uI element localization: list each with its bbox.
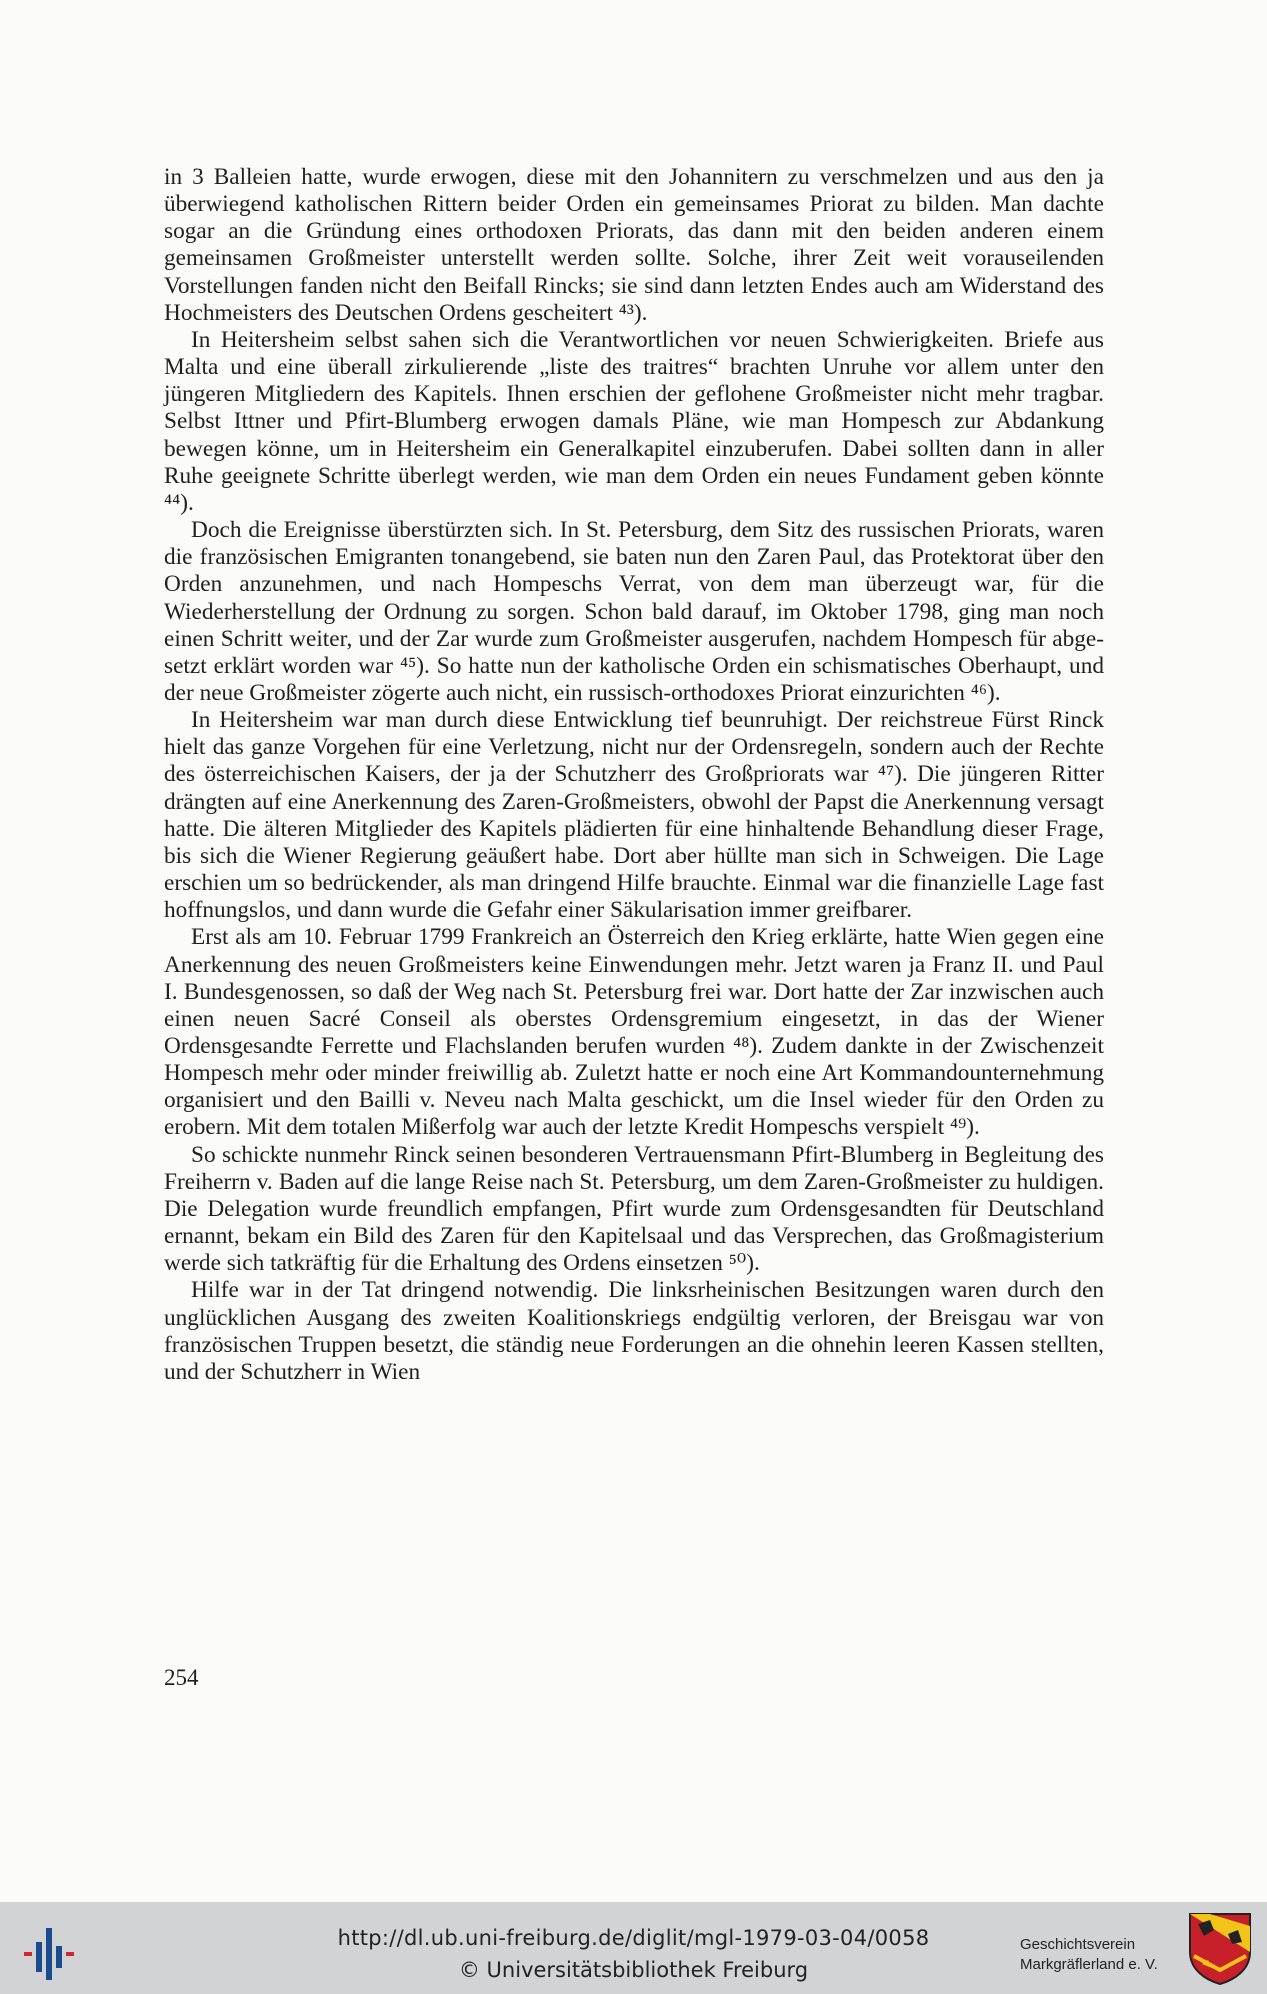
copyright-notice: © Universitätsbibliothek Freiburg bbox=[458, 1958, 809, 1982]
paragraph: Erst als am 10. Februar 1799 Frankreich an Österreich den Krieg erklärte, hatte Wien gegen eine Anerkennung des neuen Großmeisters keine Einwendungen mehr. Jetzt waren ja Franz II. und Paul I. Bundesgenossen, so daß der Weg nach St. Petersburg frei war. Dort hatte der Zar inzwischen auch einen neuen Sacré Conseil als oberstes Ordensgremium eingesetzt, in das der Wiener Ordensgesandte Ferrette und Flachslanden berufen wurden ⁴⁸). Zudem dankte in der Zwischenzeit Hompesch mehr oder minder freiwillig ab. Zuletzt hatte er noch eine Art Kommandounternehmung organisiert und den Bailli v. Neveu nach Malta geschickt, um die Insel wieder für den Orden zu erobern. Mit dem totalen Mißerfolg war auch der letzte Kredit Hompeschs verspielt ⁴⁹). bbox=[164, 924, 1104, 1141]
footer-bar bbox=[0, 1902, 1267, 1994]
markgraeflerland-crest-icon[interactable] bbox=[1188, 1912, 1252, 1986]
paragraph: In Heitersheim selbst sahen sich die Verantwortlichen vor neuen Schwierigkeiten. Briefe aus Malta und eine überall zirkulierende „liste des traitres“ brachten Unruhe vor allem unter den jüngeren Mitgliedern des Kapitels. Ihnen erschien der geflohene Großmeister nicht mehr tragbar. Selbst Ittner und Pfirt-Blumberg erwogen damals Pläne, wie man Hompesch zur Abdankung bewegen könne, um in Heitersheim ein Generalkapitel einzuberufen. Dabei sollten dann in aller Ruhe geeignete Schritte überlegt werden, wie man dem Orden ein neues Fundament geben könnte ⁴⁴). bbox=[164, 326, 1104, 516]
society-name-line: Markgräflerland e. V. bbox=[1020, 1956, 1158, 1973]
paragraph: in 3 Balleien hatte, wurde erwogen, diese mit den Johannitern zu verschmelzen und aus den ja überwiegend katholischen Rittern beider Orden ein gemeinsames Priorat zu bilden. Man dachte sogar an die Gründung eines orthodoxen Priorats, das dann mit den beiden anderen einem gemeinsamen Großmeister unterstellt werden sollte. Solche, ihrer Zeit weit vorauseilenden Vorstellungen fanden nicht den Beifall Rincks; sie sind dann letzten Endes auch am Widerstand des Hochmeisters des Deutschen Ordens gescheitert ⁴³). bbox=[164, 164, 1104, 326]
document-body bbox=[164, 164, 1104, 1386]
society-name-line: Geschichtsverein bbox=[1020, 1936, 1136, 1953]
society-name bbox=[1020, 1935, 1180, 1975]
document-url-link[interactable]: http://dl.ub.uni-freiburg.de/diglit/mgl-1979-03-04/0058 bbox=[337, 1926, 930, 1950]
paragraph: Hilfe war in der Tat dringend notwendig. Die linksrheinischen Besitzungen waren durch den unglücklichen Ausgang des zweiten Koalitionskriegs endgültig verloren, der Breisgau war von französischen Truppen besetzt, die ständig neue Forderungen an die ohnehin leeren Kassen stellten, und der Schutzherr in Wien bbox=[164, 1277, 1104, 1385]
paragraph: So schickte nunmehr Rinck seinen besonderen Vertrauensmann Pfirt-Blumberg in Begleitung des Freiherrn v. Baden auf die lange Reise nach St. Petersburg, um dem Zaren-Großmeister zu huldigen. Die Delegation wurde freundlich empfangen, Pfirt wurde zum Ordensgesandten für Deutschland ernannt, bekam ein Bild des Zaren für den Kapitelsaal und das Versprechen, das Großmagisterium werde sich tatkräftig für die Erhaltung des Ordens einsetzen ⁵⁰). bbox=[164, 1141, 1104, 1277]
page-number: 254 bbox=[164, 1665, 199, 1690]
paragraph: In Heitersheim war man durch diese Entwicklung tief beunruhigt. Der reichstreue Fürst Rinck hielt das ganze Vorgehen für eine Verletzung, nicht nur der Ordensregeln, sondern auch der Rechte des österreichischen Kaisers, der ja der Schutzherr des Großpriorats war ⁴⁷). Die jüngeren Ritter drängten auf eine Anerkennung des Zaren-Großmeisters, obwohl der Papst die Anerkennung versagt hatte. Die älteren Mitglieder des Kapitels plädierten für eine hinhaltende Behandlung dieser Frage, bis sich die Wiener Regierung geäußert habe. Dort aber hüllte man sich in Schweigen. Die Lage erschien um so bedrückender, als man dringend Hilfe brauchte. Einmal war die finanzielle Lage fast hoffnungslos, und dann wurde die Gefahr einer Säkularisation immer greifbarer. bbox=[164, 707, 1104, 924]
paragraph: Doch die Ereignisse überstürzten sich. In St. Petersburg, dem Sitz des russischen Priorats, waren die französischen Emigranten tonangebend, sie baten nun den Zaren Paul, das Protektorat über den Orden anzunehmen, und nach Hompeschs Verrat, von dem man überzeugt war, für die Wiederherstellung der Ordnung zu sorgen. Schon bald darauf, im Oktober 1798, ging man noch einen Schritt weiter, und der Zar wurde zum Großmeister ausgerufen, nachdem Hompesch für abgesetzt erklärt worden war ⁴⁵). So hatte nun der katholische Orden ein schismatisches Oberhaupt, und der neue Großmeister zögerte auch nicht, ein russisch-orthodoxes Priorat einzurichten ⁴⁶). bbox=[164, 517, 1104, 706]
